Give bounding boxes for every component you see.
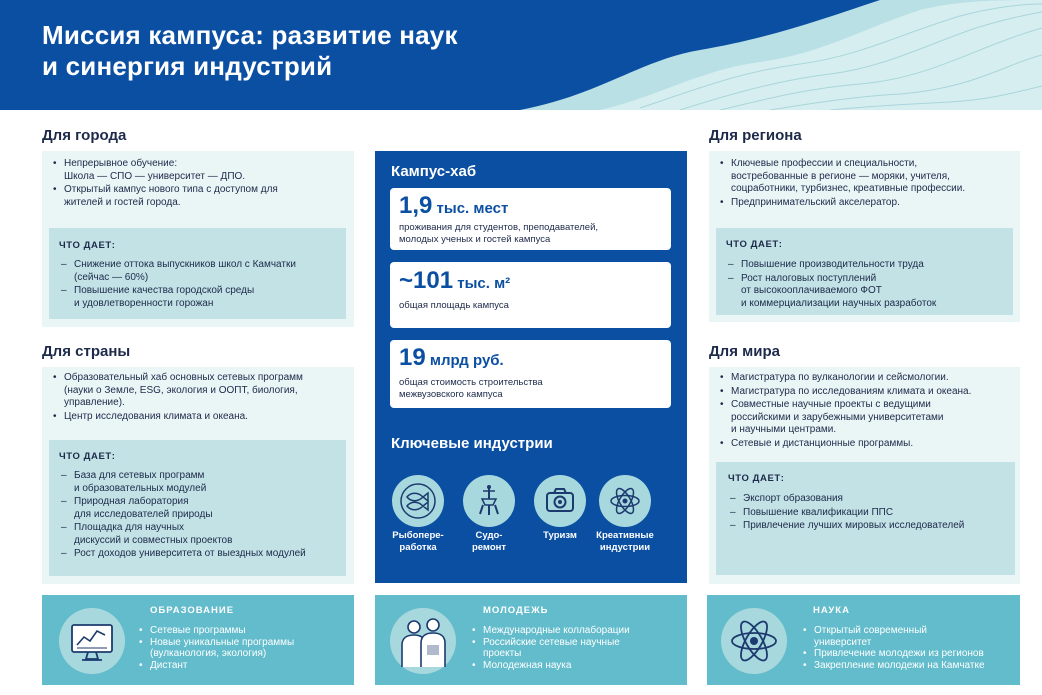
city-list [50, 158, 346, 210]
stat-description: проживания для студентов, преподавателей, молодых ученых и гостей кампуса [399, 222, 599, 245]
benefits-label: ЧТО ДАЕТ: [59, 451, 116, 462]
camera-icon [534, 475, 586, 527]
list-item: • Дистант [136, 660, 348, 672]
list-item: • Магистратура по исследованиям климата и океана. [717, 386, 1017, 399]
list-item: • Магистратура по вулканологии и сейсмологии. [717, 372, 1017, 385]
list-item: • Новые уникальные программы (вулканология, экология) [136, 637, 348, 660]
list-item: • Сетевые и дистанционные программы. [717, 438, 1017, 451]
list-item: • Образовательный хаб основных сетевых программ (науки о Земле, ESG, экология и ООПТ, биология, управление). [50, 372, 346, 410]
industry-label: Креативные индустрии [596, 530, 654, 553]
education-title: ОБРАЗОВАНИЕ [150, 605, 235, 616]
region-title: Для региона [709, 127, 802, 144]
list-item: • Открытый кампус нового типа с доступом для жителей и гостей города. [50, 184, 346, 209]
list-item: • Открытый современный университет [800, 625, 1018, 648]
world-title: Для мира [709, 343, 780, 360]
industry-shiprepair [454, 475, 524, 554]
benefits-label: ЧТО ДАЕТ: [59, 240, 116, 251]
city-panel [42, 151, 354, 327]
education-list [136, 625, 348, 671]
benefits-label: ЧТО ДАЕТ: [726, 239, 783, 250]
list-item: – Рост налоговых поступлений от высокооплачиваемого ФОТ и коммерциализации научных разработок [726, 273, 1008, 311]
industries-title: Ключевые индустрии [391, 435, 553, 452]
country-list [50, 372, 346, 424]
education-card [42, 595, 354, 685]
list-item: • Молодежная наука [469, 660, 683, 672]
list-item: • Привлечение молодежи из регионов [800, 648, 1018, 660]
region-benefits-box [716, 228, 1013, 315]
atom-icon [718, 605, 790, 677]
country-benefits-list [59, 470, 341, 562]
science-card [707, 595, 1020, 685]
country-panel [42, 367, 354, 584]
science-list [800, 625, 1018, 671]
industry-creative [591, 475, 659, 554]
page-title: Миссия кампуса: развитие наук и синергия индустрий [42, 20, 458, 81]
list-item: – Повышение квалификации ППС [728, 507, 1012, 520]
fish-icon [392, 475, 444, 527]
list-item: – База для сетевых программ и образовательных модулей [59, 470, 341, 495]
list-item: • Международные коллаборации [469, 625, 683, 637]
list-item: • Совместные научные проекты с ведущими российскими и зарубежными университетами и научными центрами. [717, 399, 1017, 437]
stat-card-places [390, 188, 671, 250]
stat-value: 1,9 тыс. мест [399, 192, 509, 219]
hub-title: Кампус-хаб [391, 163, 477, 180]
list-item: – Природная лаборатория для исследователей природы [59, 496, 341, 521]
world-benefits-box [716, 462, 1015, 575]
list-item: – Повышение качества городской среды и удовлетворенности горожан [59, 285, 341, 310]
industry-fish [383, 475, 453, 554]
list-item: • Предпринимательский акселератор. [717, 197, 1013, 210]
stat-description: общая стоимость строительства межвузовского кампуса [399, 377, 543, 400]
list-item: – Повышение производительности труда [726, 259, 1008, 272]
industry-label: Рыбопере- работка [392, 530, 444, 553]
region-panel [709, 151, 1020, 322]
crane-icon [463, 475, 515, 527]
world-panel [709, 367, 1020, 584]
list-item: • Закрепление молодежи на Камчатке [800, 660, 1018, 672]
world-benefits-list [728, 493, 1012, 534]
region-benefits-list [726, 259, 1008, 311]
list-item: • Непрерывное обучение: Школа — СПО — университет — ДПО. [50, 158, 346, 183]
monitor-chart-icon [56, 605, 128, 677]
world-list [717, 372, 1017, 451]
youth-list [469, 625, 683, 671]
youth-title: МОЛОДЕЖЬ [483, 605, 549, 616]
country-title: Для страны [42, 343, 131, 360]
atom-icon [599, 475, 651, 527]
header-banner [0, 0, 1042, 110]
list-item: • Сетевые программы [136, 625, 348, 637]
list-item: • Ключевые профессии и специальности, востребованные в регионе — моряки, учителя, соцработники, турбизнес, креативные профессии. [717, 158, 1013, 196]
city-benefits-list [59, 259, 341, 311]
campus-hub-panel [375, 151, 687, 583]
industry-label: Судо- ремонт [471, 530, 507, 553]
list-item: – Снижение оттока выпускников школ с Камчатки (сейчас — 60%) [59, 259, 341, 284]
list-item: • Российские сетевые научные проекты [469, 637, 683, 660]
science-title: НАУКА [813, 605, 850, 616]
country-benefits-box [49, 440, 346, 576]
region-list [717, 158, 1013, 210]
city-title: Для города [42, 127, 127, 144]
stat-value: ~101 тыс. м² [399, 267, 511, 294]
industry-tourism [525, 475, 595, 542]
list-item: – Площадка для научных дискуссий и совместных проектов [59, 522, 341, 547]
stat-card-area [390, 262, 671, 328]
people-icon [387, 605, 459, 677]
list-item: – Привлечение лучших мировых исследователей [728, 520, 1012, 533]
stat-value: 19 млрд руб. [399, 344, 504, 371]
youth-card [375, 595, 687, 685]
list-item: – Экспорт образования [728, 493, 1012, 506]
benefits-label: ЧТО ДАЕТ: [728, 473, 785, 484]
stat-card-cost [390, 340, 671, 408]
list-item: • Центр исследования климата и океана. [50, 411, 346, 424]
city-benefits-box [49, 228, 346, 319]
industry-label: Туризм [543, 530, 577, 541]
stat-description: общая площадь кампуса [399, 300, 509, 311]
list-item: – Рост доходов университета от выездных модулей [59, 548, 341, 561]
